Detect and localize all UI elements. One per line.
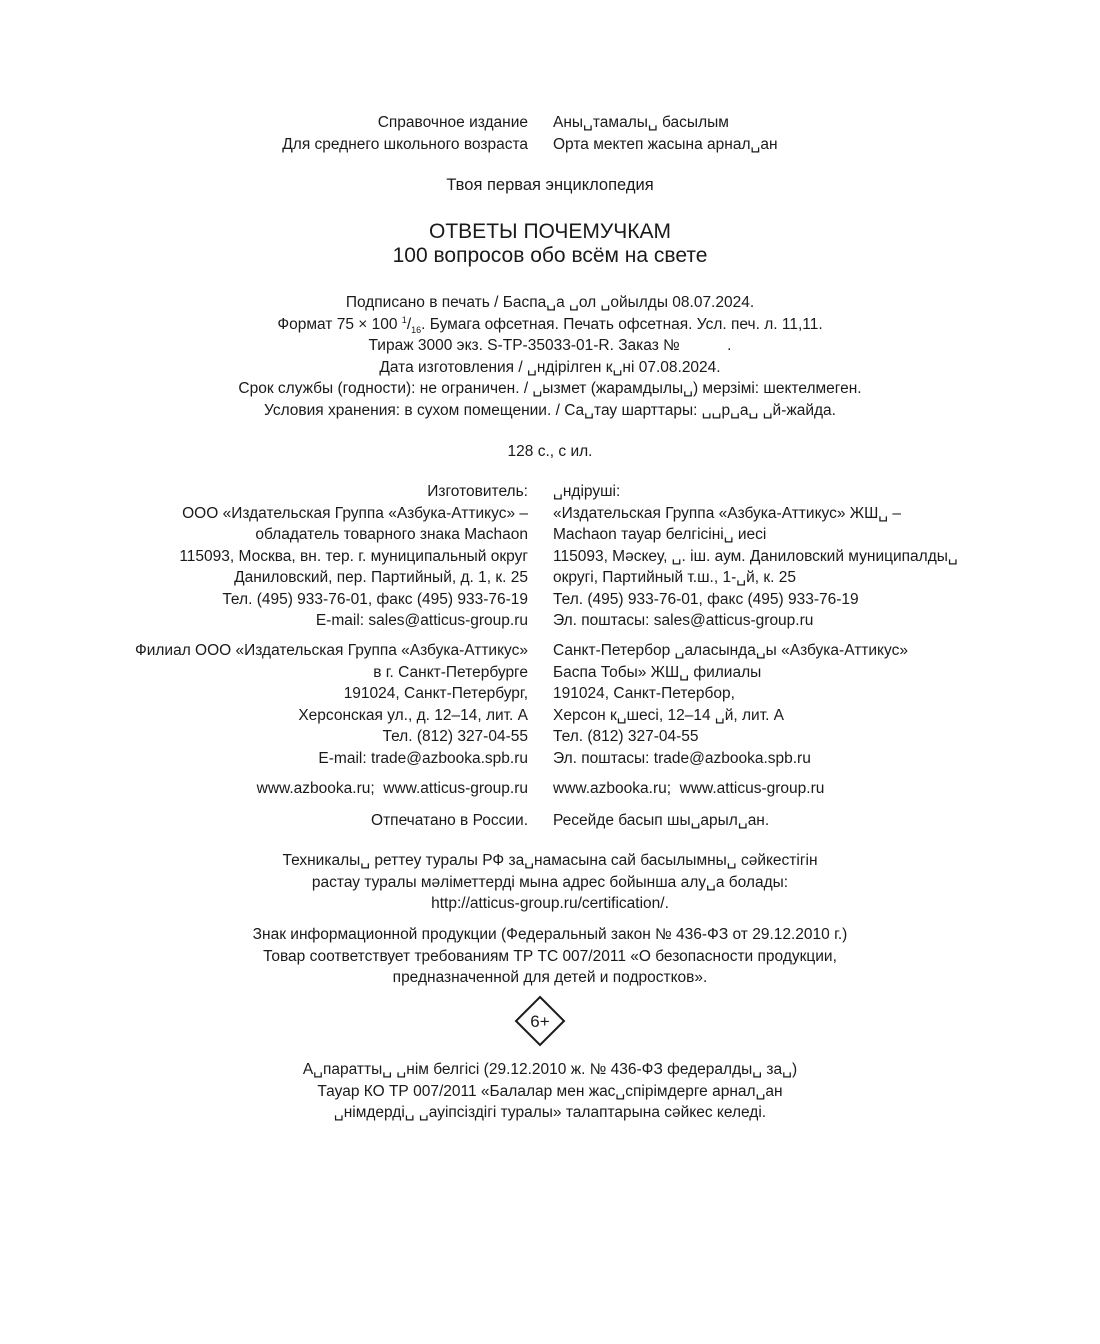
- websites-kz: www.azbooka.ru; www.atticus-group.ru: [553, 780, 825, 797]
- signed-to-print: Подписано в печать / Баспа␣а ␣ол ␣ойылды 08.07.2024.: [345, 294, 755, 311]
- branch-line-ru: Филиал ООО «Издательская Группа «Азбука-Аттикус»: [134, 642, 528, 659]
- age-group-ru: Для среднего школьного возраста: [282, 135, 528, 153]
- edition-type-kz: Аны␣тамалы␣ басылым: [553, 114, 729, 131]
- info-sign-line-ru: предназначенной для детей и подростков».: [392, 969, 708, 986]
- print-run: Тираж 3000 экз. S-TP-35033-01-R. Заказ № .: [368, 337, 732, 354]
- manufacturer-line-kz: Machaon тауар белгісіні␣ иесі: [553, 526, 767, 543]
- branch-line-kz: Херсон к␣шесі, 12–14 ␣й, лит. А: [553, 706, 785, 724]
- info-sign-line-kz: ␣німдерді␣ ␣ауіпсіздігі туралы» талаптарына сәйкес келеді.: [333, 1104, 767, 1121]
- branch-block: [0, 640, 1100, 769]
- manufacturer-line-kz: «Издательская Группа «Азбука-Аттикус» ЖШ␣ –: [553, 504, 902, 522]
- storage-conditions: Условия хранения: в сухом помещении. / Са␣тау шарттары: ␣␣р␣а␣ ␣й-жайда.: [264, 401, 836, 419]
- manufacturer-line-kz: Эл. поштасы: sales@atticus-group.ru: [553, 612, 814, 629]
- age-rating-badge: [514, 995, 566, 1047]
- info-sign-kz-block: [0, 1059, 1100, 1124]
- page-count: [0, 441, 1100, 463]
- info-sign-line-kz: А␣паратты␣ ␣нім белгісі (29.12.2010 ж. № 436-ФЗ федералды␣ за␣): [302, 1061, 798, 1078]
- manufacturer-block: [0, 481, 1100, 632]
- imprint-block: [0, 292, 1100, 421]
- page-count-text: 128 с., с ил.: [507, 443, 593, 460]
- manufacturer-line-ru: Даниловский, пер. Партийный, д. 1, к. 25: [234, 569, 528, 586]
- certification-line: Техникалы␣ реттеу туралы РФ за␣намасына сай басылымны␣ сәйкестігін: [282, 852, 818, 869]
- websites-block: [0, 778, 1100, 800]
- title-main: ОТВЕТЫ ПОЧЕМУЧКАМ: [429, 220, 671, 243]
- edition-type-ru: Справочное издание: [377, 114, 528, 131]
- age-group-kz: Орта мектеп жасына арнал␣ан: [553, 135, 778, 153]
- series-label: Твоя первая энциклопедия: [446, 176, 654, 194]
- info-sign-ru-block: [0, 924, 1100, 989]
- production-date: Дата изготовления / ␣ндірілген к␣ні 07.08.2024.: [379, 358, 721, 376]
- branch-line-kz: 191024, Санкт-Петербор,: [553, 685, 735, 702]
- branch-line-kz: Эл. поштасы: trade@azbooka.spb.ru: [553, 749, 811, 767]
- info-sign-line-kz: Тауар КО ТР 007/2011 «Балалар мен жас␣спірімдерге арнал␣ан: [317, 1082, 783, 1100]
- header-block: [0, 112, 1100, 155]
- branch-line-ru: E-mail: trade@azbooka.spb.ru: [318, 749, 528, 767]
- printed-in-ru: Отпечатано в России.: [371, 812, 528, 829]
- service-life: Срок службы (годности): не ограничен. / ␣ызмет (жарамдылы␣) мерзімі: шектелмеген.: [238, 380, 862, 397]
- manufacturer-line-ru: 115093, Москва, вн. тер. г. муниципальный округ: [179, 547, 528, 565]
- manufacturer-line-kz: 115093, Мәскеу, ␣. іш. аум. Даниловский муниципалды␣: [553, 547, 958, 565]
- printed-in-kz: Ресейде басып шы␣арыл␣ан.: [553, 812, 770, 829]
- manufacturer-line-ru: Изготовитель:: [427, 483, 528, 500]
- branch-line-kz: Баспа Тобы» ЖШ␣ филиалы: [553, 663, 762, 681]
- series-name: [0, 175, 1100, 197]
- certification-url: http://atticus-group.ru/certification/.: [431, 895, 669, 912]
- branch-line-ru: Херсонская ул., д. 12–14, лит. А: [298, 706, 528, 724]
- title-sub: 100 вопросов обо всём на свете: [392, 244, 708, 267]
- info-sign-line-ru: Товар соответствует требованиям ТР ТС 007/2011 «О безопасности продукции,: [263, 947, 837, 965]
- branch-line-ru: в г. Санкт-Петербурге: [373, 663, 528, 681]
- format-line: Формат 75 × 100 $^1/_{16}$. Бумага офсетная. Печать офсетная. Усл. печ. л. 11,11.: [277, 314, 823, 335]
- manufacturer-line-kz: округі, Партийный т.ш., 1-␣й, к. 25: [553, 569, 796, 586]
- manufacturer-line-kz: ␣ндіруші:: [553, 483, 621, 500]
- manufacturer-line-kz: Тел. (495) 933-76-01, факс (495) 933-76-19: [553, 590, 859, 608]
- certification-block: [0, 850, 1100, 915]
- printed-block: [0, 810, 1100, 832]
- branch-line-kz: Санкт-Петербор ␣аласында␣ы «Азбука-Аттикус»: [553, 642, 908, 659]
- manufacturer-line-ru: E-mail: sales@atticus-group.ru: [315, 612, 528, 629]
- age-rating-text: 6+: [530, 1012, 550, 1031]
- websites-ru: www.azbooka.ru; www.atticus-group.ru: [256, 780, 528, 797]
- branch-line-kz: Тел. (812) 327-04-55: [553, 728, 699, 745]
- book-title: [0, 220, 1100, 268]
- manufacturer-line-ru: ООО «Издательская Группа «Азбука-Аттикус» –: [182, 504, 528, 522]
- branch-line-ru: 191024, Санкт-Петербург,: [343, 685, 528, 702]
- branch-line-ru: Тел. (812) 327-04-55: [382, 728, 528, 745]
- manufacturer-line-ru: обладатель товарного знака Machaon: [255, 526, 528, 543]
- info-sign-line-ru: Знак информационной продукции (Федеральный закон № 436-ФЗ от 29.12.2010 г.): [252, 926, 848, 943]
- manufacturer-line-ru: Тел. (495) 933-76-01, факс (495) 933-76-19: [222, 590, 528, 608]
- certification-line: растау туралы мәліметтерді мына адрес бойынша алу␣а болады:: [311, 873, 789, 891]
